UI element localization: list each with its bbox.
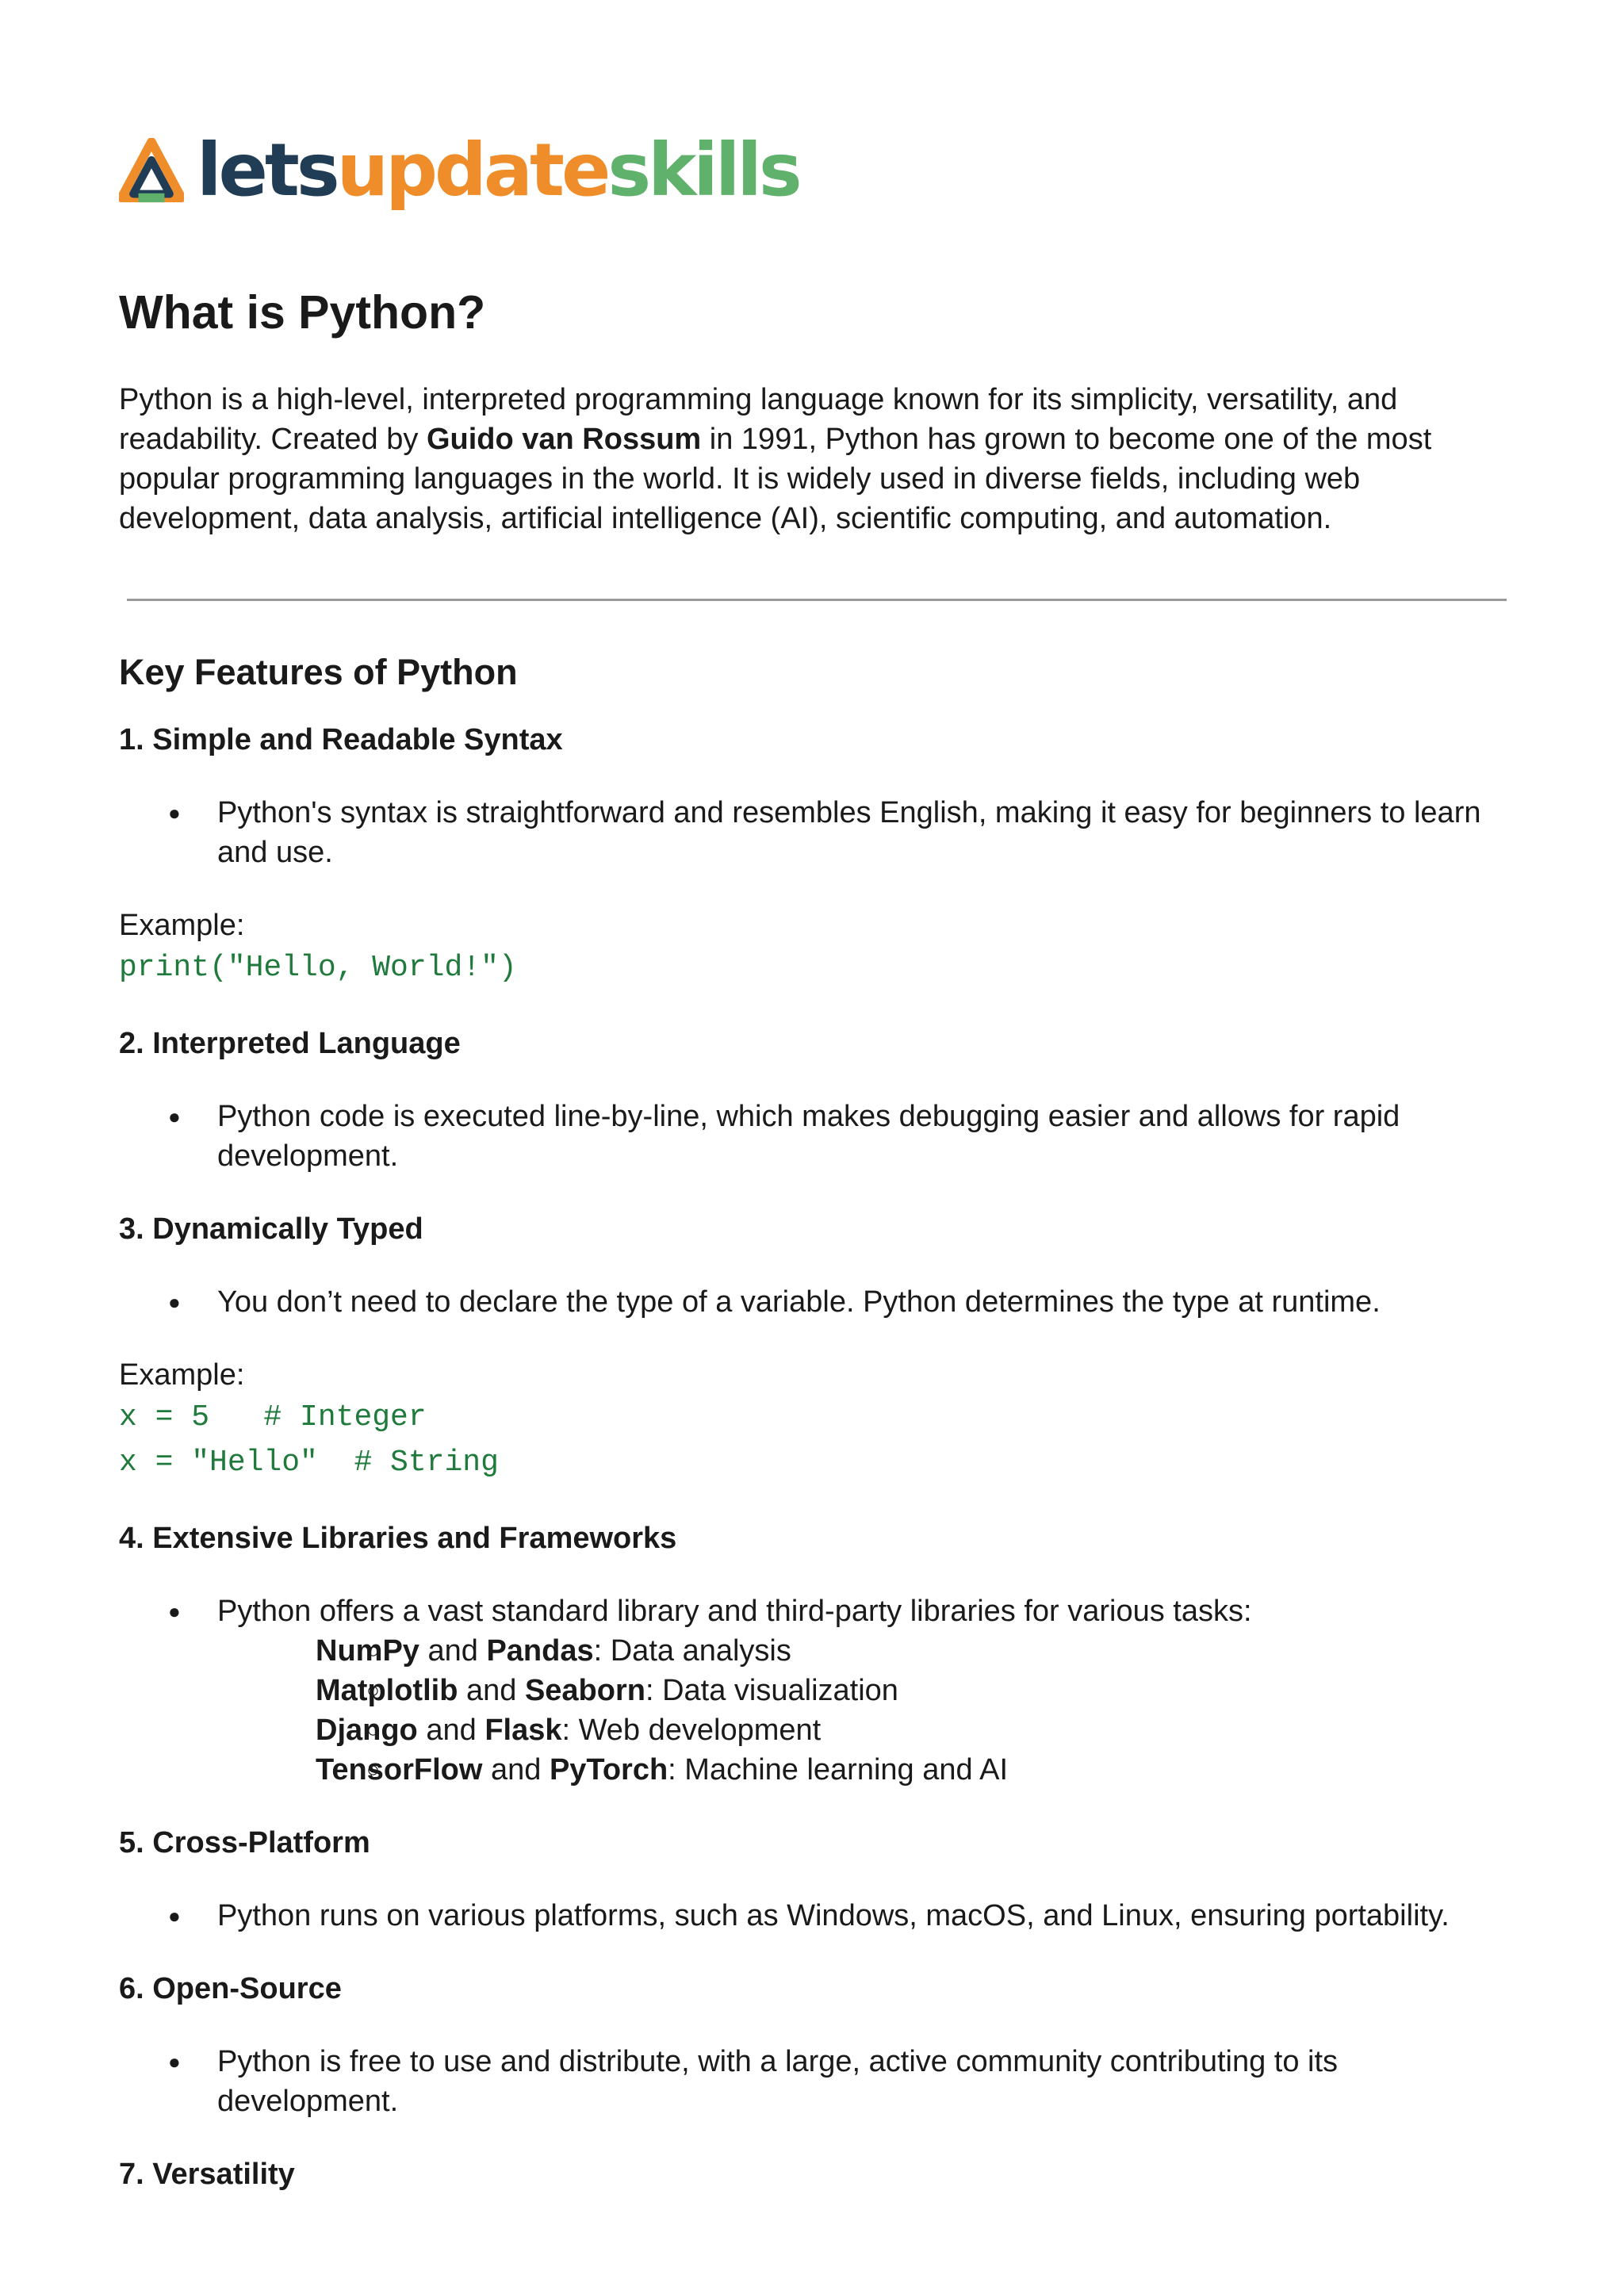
sub-list-item xyxy=(217,1710,1507,1750)
bullet-list xyxy=(119,1097,1507,1176)
list-item xyxy=(119,1591,1507,1790)
use-description: : Web development xyxy=(561,1714,822,1747)
bullet-list xyxy=(119,793,1507,872)
list-item: ● Python runs on various platforms, such as Windows, macOS, and Linux, ensuring portability. xyxy=(119,1896,1507,1936)
bullet-list xyxy=(119,1896,1507,1936)
code-line: x = "Hello" # String xyxy=(119,1446,499,1480)
sub-list-item xyxy=(217,1671,1507,1710)
list-item: ● Python's syntax is straightforward and resembles English, making it easy for beginners to learn and use. xyxy=(119,793,1507,872)
code-line: print("Hello, World!") xyxy=(119,951,517,985)
site-logo xyxy=(119,119,799,222)
list-item: ● Python is free to use and distribute, with a large, active community contributing to its development. xyxy=(119,2042,1507,2121)
library-name: TensorFlow xyxy=(316,1753,483,1787)
feature-2 xyxy=(119,1024,1507,1176)
bullet-list xyxy=(119,1282,1507,1322)
intro-text-end: in 1991, Python has grown to become one of the most popular programming languages in the world. It is widely used in diverse fields, including web development, data analysis, artificial intelligence (AI), scientific computing, and automation. xyxy=(119,423,1432,535)
list-item: ● Python code is executed line-by-line, which makes debugging easier and allows for rapid development. xyxy=(119,1097,1507,1176)
list-item: ● You don’t need to declare the type of a variable. Python determines the type at runtime. xyxy=(119,1282,1507,1322)
logo-wordmark xyxy=(197,128,799,213)
list-item-text: Python offers a vast standard library and third-party libraries for various tasks: xyxy=(217,1595,1252,1628)
feature-1 xyxy=(119,720,1507,990)
feature-heading: 7. Versatility xyxy=(119,2158,295,2191)
use-description: : Data analysis xyxy=(593,1634,791,1668)
library-name: Pandas xyxy=(486,1634,594,1668)
key-features-heading: Key Features of Python xyxy=(119,652,518,692)
triangle-logo-icon xyxy=(119,138,184,203)
intro-text-start: Python is a high-level, interpreted programming language known for its simplicity, versatility, and readability. Created by xyxy=(119,383,1398,456)
feature-6 xyxy=(119,1969,1507,2121)
feature-3 xyxy=(119,1209,1507,1485)
feature-5 xyxy=(119,1823,1507,1936)
feature-heading: 6. Open-Source xyxy=(119,1972,342,2005)
intro-bold-name: Guido van Rossum xyxy=(426,423,702,456)
feature-heading: 4. Extensive Libraries and Frameworks xyxy=(119,1522,677,1555)
document-body xyxy=(119,281,1507,2194)
use-description: : Machine learning and AI xyxy=(668,1753,1009,1787)
library-name: Matplotlib xyxy=(316,1674,458,1707)
intro-paragraph xyxy=(119,380,1507,538)
connector-text: and xyxy=(419,1634,487,1668)
library-name: Flask xyxy=(485,1714,562,1747)
library-name: NumPy xyxy=(316,1634,419,1668)
code-line: x = 5 # Integer xyxy=(119,1400,427,1434)
bullet-list xyxy=(119,1591,1507,1790)
connector-text: and xyxy=(482,1753,550,1787)
library-name: PyTorch xyxy=(549,1753,668,1787)
sub-list-item xyxy=(217,1631,1507,1671)
feature-heading: 3. Dynamically Typed xyxy=(119,1212,423,1246)
example-label: Example: xyxy=(119,909,245,942)
library-name: Seaborn xyxy=(524,1674,645,1707)
sub-list-item xyxy=(217,1750,1507,1790)
connector-text: and xyxy=(417,1714,485,1747)
section-divider xyxy=(127,599,1507,601)
library-name: Django xyxy=(316,1714,418,1747)
use-description: : Data visualization xyxy=(645,1674,898,1707)
bullet-list xyxy=(119,2042,1507,2121)
feature-7 xyxy=(119,2154,1507,2194)
connector-text: and xyxy=(458,1674,525,1707)
logo-part-update: update xyxy=(336,128,608,213)
feature-heading: 5. Cross-Platform xyxy=(119,1826,370,1859)
feature-4 xyxy=(119,1518,1507,1790)
feature-heading: 1. Simple and Readable Syntax xyxy=(119,723,563,756)
feature-heading: 2. Interpreted Language xyxy=(119,1027,461,1060)
example-label: Example: xyxy=(119,1358,245,1392)
logo-part-skills: skills xyxy=(607,128,799,213)
sub-list xyxy=(217,1631,1507,1790)
logo-part-lets: lets xyxy=(197,128,337,213)
page-title: What is Python? xyxy=(119,286,486,339)
